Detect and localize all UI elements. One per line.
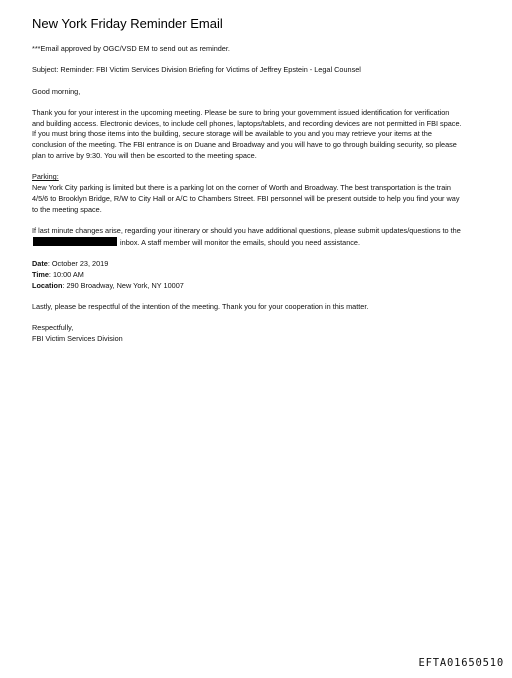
changes-text-before: If last minute changes arise, regarding your itinerary or should you have additional questions, please submit updates/questions to the [32, 226, 461, 236]
location-label: Location [32, 280, 63, 290]
location-value: : 290 Broadway, New York, NY 10007 [62, 280, 184, 290]
changes-paragraph [32, 226, 462, 249]
date-value: : October 23, 2019 [47, 259, 109, 269]
closing-paragraph: Lastly, please be respectful of the intention of the meeting. Thank you for your cooperation in this matter. [32, 302, 369, 312]
parking-heading: Parking: [32, 172, 59, 182]
date-label: Date [32, 259, 48, 269]
signature: FBI Victim Services Division [32, 334, 123, 344]
document-title: New York Friday Reminder Email [32, 16, 223, 31]
redaction-block [33, 237, 117, 246]
meeting-details [32, 259, 462, 291]
signature-block [32, 323, 462, 345]
greeting: Good morning, [32, 86, 81, 96]
signoff: Respectfully, [32, 323, 74, 333]
approval-note: ***Email approved by OGC/VSD EM to send out as reminder. [32, 44, 230, 53]
date-line [32, 259, 462, 270]
time-label: Time [32, 269, 49, 279]
document-content [32, 16, 462, 355]
intro-paragraph: Thank you for your interest in the upcoming meeting. Please be sure to bring your government issued identification for verification and building access. Electronic devices, to include cell phones, laptops/tablets, and recording devices are not permitted in FBI space. If you must bring those items into the building, secure storage will be available to you and you may retrieve your items at the conclusion of the meeting. The FBI entrance is on Duane and Broadway and you will have to go through building security, so please plan to arrive by 9:30. You will then be escorted to the meeting space. [32, 107, 462, 161]
location-line [32, 281, 462, 292]
changes-text-after: inbox. A staff member will monitor the emails, should you need assistance. [120, 237, 361, 247]
parking-paragraph: New York City parking is limited but there is a parking lot on the corner of Worth and Broadway. The best transportation is the train 4/5/6 to Brooklyn Bridge, R/W to City Hall or A/C to Chambers Street. FBI personnel will be present outside to help you find your way to the meeting space. [32, 183, 460, 214]
parking-section [32, 172, 462, 215]
time-value: : 10:00 AM [48, 269, 84, 279]
document-id: EFTA01650510 [418, 657, 504, 669]
time-line [32, 270, 462, 281]
email-subject: Subject: Reminder: FBI Victim Services Division Briefing for Victims of Jeffrey Epstein - Legal Counsel [32, 65, 361, 75]
